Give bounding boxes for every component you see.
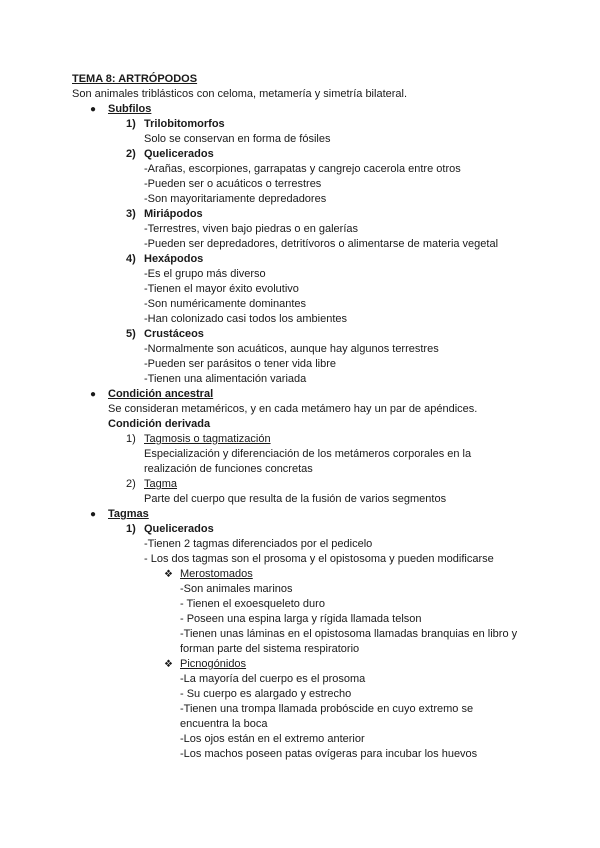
- item-line: [0, 447, 600, 462]
- list-item: [0, 207, 600, 222]
- item-line: [0, 612, 600, 627]
- item-line: [0, 237, 600, 252]
- sub-group: [0, 657, 600, 672]
- sub-group: [0, 567, 600, 582]
- bullet-icon: ●: [90, 389, 97, 400]
- subfilos-heading: Subfilos: [108, 103, 152, 115]
- item-text: Especialización y diferenciación de los metámeros corporales en la: [144, 448, 472, 460]
- item-line: [0, 192, 600, 207]
- list-item: [0, 147, 600, 162]
- derivada-heading: Condición derivada: [108, 418, 211, 430]
- item-line: [0, 162, 600, 177]
- item-line: [0, 267, 600, 282]
- item-line: [0, 492, 600, 507]
- item-text: -La mayoría del cuerpo es el prosoma: [180, 673, 366, 685]
- page-title: TEMA 8: ARTRÓPODOS: [72, 73, 198, 85]
- list-item: [0, 477, 600, 492]
- item-number: 3): [126, 208, 136, 220]
- item-line: [0, 222, 600, 237]
- item-text: - Su cuerpo es alargado y estrecho: [180, 688, 352, 700]
- item-text: -Los machos poseen patas ovígeras para incubar los huevos: [180, 748, 478, 760]
- item-name: Quelicerados: [144, 523, 214, 535]
- item-line: [0, 702, 600, 717]
- item-name: Tagmosis o tagmatización: [144, 433, 271, 445]
- item-text: - Tienen el exoesqueleto duro: [180, 598, 325, 610]
- item-text: -Normalmente son acuáticos, aunque hay algunos terrestres: [144, 343, 439, 355]
- item-name: Tagma: [144, 478, 178, 490]
- diamond-bullet-icon: ❖: [164, 659, 173, 670]
- item-text: forman parte del sistema respiratorio: [180, 643, 360, 655]
- item-line: [0, 642, 600, 657]
- item-text: -Tienen el mayor éxito evolutivo: [144, 283, 299, 295]
- item-line: [0, 597, 600, 612]
- item-text: Parte del cuerpo que resulta de la fusión de varios segmentos: [144, 493, 447, 505]
- item-text: -Tienen unas láminas en el opistosoma llamadas branquias en libro y: [180, 628, 518, 640]
- item-line: [0, 372, 600, 387]
- item-line: [0, 342, 600, 357]
- bullet-icon: ●: [90, 509, 97, 520]
- item-text: encuentra la boca: [180, 718, 268, 730]
- item-text: -Tienen una alimentación variada: [144, 373, 307, 385]
- item-name: Quelicerados: [144, 148, 214, 160]
- item-text: - Los dos tagmas son el prosoma y el opistosoma y pueden modificarse: [144, 553, 494, 565]
- condicion-text: Se consideran metaméricos, y en cada metámero hay un par de apéndices.: [108, 403, 478, 415]
- item-number: 1): [126, 523, 136, 535]
- item-line: [0, 297, 600, 312]
- item-line: [0, 747, 600, 762]
- item-number: 1): [126, 118, 136, 130]
- item-text: -Tienen una trompa llamada probóscide en cuyo extremo se: [180, 703, 474, 715]
- item-text: -Pueden ser parásitos o tener vida libre: [144, 358, 336, 370]
- condicion-heading-line: [0, 387, 600, 402]
- diamond-bullet-icon: ❖: [164, 569, 173, 580]
- list-item: [0, 522, 600, 537]
- item-line: [0, 672, 600, 687]
- item-text: -Pueden ser o acuáticos o terrestres: [144, 178, 322, 190]
- item-line: [0, 177, 600, 192]
- item-line: [0, 732, 600, 747]
- item-line: [0, 462, 600, 477]
- list-item: [0, 117, 600, 132]
- item-number: 1): [126, 433, 136, 445]
- item-line: [0, 537, 600, 552]
- item-line: [0, 357, 600, 372]
- item-line: [0, 132, 600, 147]
- item-line: [0, 687, 600, 702]
- item-text: -Son numéricamente dominantes: [144, 298, 307, 310]
- intro-line: [0, 87, 600, 102]
- item-line: [0, 582, 600, 597]
- item-line: [0, 282, 600, 297]
- item-line: [0, 312, 600, 327]
- item-text: -Arañas, escorpiones, garrapatas y cangrejo cacerola entre otros: [144, 163, 461, 175]
- item-text: -Tienen 2 tagmas diferenciados por el pedicelo: [144, 538, 373, 550]
- item-text: -Pueden ser depredadores, detritívoros o alimentarse de materia vegetal: [144, 238, 499, 250]
- tagmas-heading-line: [0, 507, 600, 522]
- title-line: [0, 72, 600, 87]
- item-text: -Es el grupo más diverso: [144, 268, 266, 280]
- list-item: [0, 252, 600, 267]
- condicion-heading: Condición ancestral: [108, 388, 214, 400]
- item-name: Trilobitomorfos: [144, 118, 225, 130]
- item-name: Miriápodos: [144, 208, 203, 220]
- item-number: 4): [126, 253, 136, 265]
- item-number: 5): [126, 328, 136, 340]
- derivada-line: [0, 417, 600, 432]
- list-item: [0, 327, 600, 342]
- condicion-text-line: [0, 402, 600, 417]
- list-item: [0, 432, 600, 447]
- item-text: -Son mayoritariamente depredadores: [144, 193, 327, 205]
- item-text: - Poseen una espina larga y rígida llamada telson: [180, 613, 422, 625]
- item-text: -Han colonizado casi todos los ambientes: [144, 313, 348, 325]
- item-line: [0, 717, 600, 732]
- item-text: -Terrestres, viven bajo piedras o en galerías: [144, 223, 358, 235]
- item-number: 2): [126, 148, 136, 160]
- intro-text: Son animales triblásticos con celoma, metamería y simetría bilateral.: [72, 88, 408, 100]
- tagmas-heading: Tagmas: [108, 508, 149, 520]
- item-text: -Los ojos están en el extremo anterior: [180, 733, 365, 745]
- item-text: realización de funciones concretas: [144, 463, 313, 475]
- item-number: 2): [126, 478, 136, 490]
- group-name: Merostomados: [180, 568, 253, 580]
- item-line: [0, 552, 600, 567]
- group-name: Picnogónidos: [180, 658, 247, 670]
- document-page: [0, 72, 600, 762]
- item-name: Crustáceos: [144, 328, 204, 340]
- item-line: [0, 627, 600, 642]
- subfilos-heading-line: [0, 102, 600, 117]
- bullet-icon: ●: [90, 104, 97, 115]
- item-text: Solo se conservan en forma de fósiles: [144, 133, 331, 145]
- item-text: -Son animales marinos: [180, 583, 293, 595]
- item-name: Hexápodos: [144, 253, 204, 265]
